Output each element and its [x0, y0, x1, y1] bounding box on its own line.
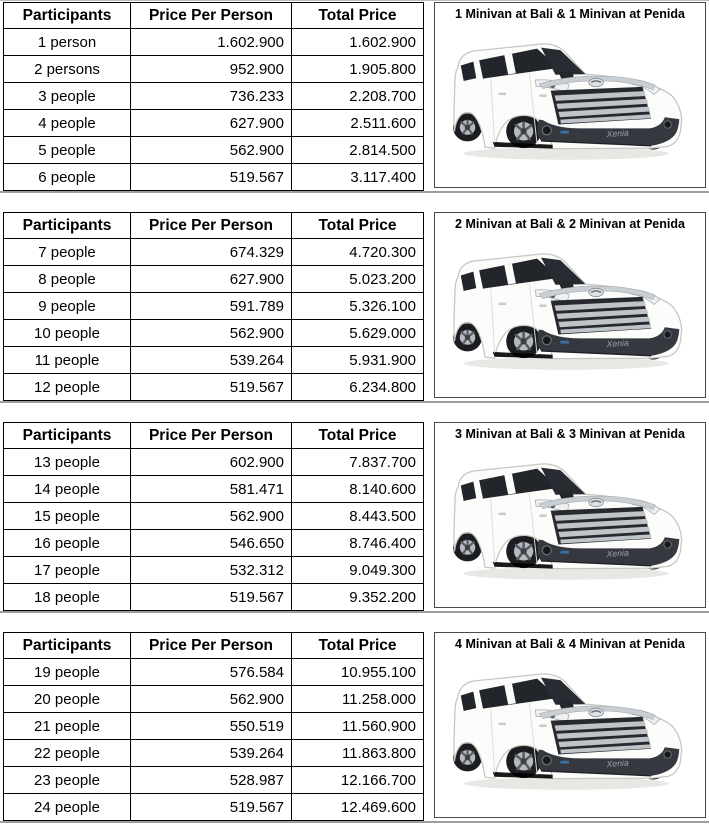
price-per-person-cell: 562.900: [131, 503, 292, 530]
minivan-panel-1: [434, 2, 706, 188]
price-per-person-cell: 576.584: [131, 659, 292, 686]
participants-cell: 15 people: [4, 503, 131, 530]
participants-cell: 24 people: [4, 794, 131, 821]
total-price-cell: 3.117.400: [292, 164, 424, 191]
table-row: [4, 266, 424, 293]
header-row: [4, 213, 424, 239]
total-price-cell: 2.814.500: [292, 137, 424, 164]
price-per-person-cell: 562.900: [131, 686, 292, 713]
price-per-person-cell: 591.789: [131, 293, 292, 320]
table-row: [4, 320, 424, 347]
participants-cell: 2 persons: [4, 56, 131, 83]
price-per-person-cell: 528.987: [131, 767, 292, 794]
minivan-caption: 4 Minivan at Bali & 4 Minivan at Penida: [455, 637, 685, 651]
pricing-section-1: [0, 2, 709, 191]
pricing-table-1: [3, 2, 424, 191]
price-per-person-cell: 674.329: [131, 239, 292, 266]
price-per-person-cell: 519.567: [131, 584, 292, 611]
table-row: [4, 659, 424, 686]
total-price-cell: 1.905.800: [292, 56, 424, 83]
table-row: [4, 530, 424, 557]
price-per-person-cell: 581.471: [131, 476, 292, 503]
price-per-person-cell: 519.567: [131, 374, 292, 401]
participants-cell: 5 people: [4, 137, 131, 164]
price-per-person-cell: 1.602.900: [131, 29, 292, 56]
col-header-total-price: Total Price: [292, 423, 424, 449]
table-row: [4, 740, 424, 767]
total-price-cell: 9.352.200: [292, 584, 424, 611]
price-per-person-cell: 627.900: [131, 110, 292, 137]
total-price-cell: 11.560.900: [292, 713, 424, 740]
total-price-cell: 5.629.000: [292, 320, 424, 347]
participants-cell: 8 people: [4, 266, 131, 293]
participants-cell: 12 people: [4, 374, 131, 401]
table-row: [4, 476, 424, 503]
total-price-cell: 11.258.000: [292, 686, 424, 713]
price-per-person-cell: 550.519: [131, 713, 292, 740]
section-separator: [0, 821, 709, 823]
total-price-cell: 7.837.700: [292, 449, 424, 476]
total-price-cell: 5.326.100: [292, 293, 424, 320]
price-per-person-cell: 736.233: [131, 83, 292, 110]
participants-cell: 14 people: [4, 476, 131, 503]
participants-cell: 22 people: [4, 740, 131, 767]
page-top-separator: [0, 0, 709, 1]
minivan-image: [444, 653, 696, 798]
participants-cell: 1 person: [4, 29, 131, 56]
table-row: [4, 29, 424, 56]
table-row: [4, 584, 424, 611]
total-price-cell: 9.049.300: [292, 557, 424, 584]
col-header-participants: Participants: [4, 213, 131, 239]
col-header-price-per-person: Price Per Person: [131, 423, 292, 449]
price-per-person-cell: 539.264: [131, 347, 292, 374]
section-separator: [0, 191, 709, 193]
header-row: [4, 633, 424, 659]
price-per-person-cell: 539.264: [131, 740, 292, 767]
table-row: [4, 503, 424, 530]
table-row: [4, 83, 424, 110]
table-row: [4, 686, 424, 713]
col-header-participants: Participants: [4, 3, 131, 29]
total-price-cell: 12.166.700: [292, 767, 424, 794]
price-per-person-cell: 562.900: [131, 320, 292, 347]
header-row: [4, 3, 424, 29]
participants-cell: 11 people: [4, 347, 131, 374]
participants-cell: 16 people: [4, 530, 131, 557]
table-row: [4, 110, 424, 137]
participants-cell: 10 people: [4, 320, 131, 347]
total-price-cell: 8.746.400: [292, 530, 424, 557]
section-separator: [0, 401, 709, 403]
total-price-cell: 1.602.900: [292, 29, 424, 56]
minivan-image: [444, 443, 696, 588]
price-per-person-cell: 532.312: [131, 557, 292, 584]
section-separator: [0, 611, 709, 613]
table-row: [4, 164, 424, 191]
total-price-cell: 8.140.600: [292, 476, 424, 503]
participants-cell: 18 people: [4, 584, 131, 611]
table-row: [4, 239, 424, 266]
participants-cell: 4 people: [4, 110, 131, 137]
minivan-image: [444, 23, 696, 168]
total-price-cell: 2.511.600: [292, 110, 424, 137]
price-per-person-cell: 546.650: [131, 530, 292, 557]
minivan-panel-4: [434, 632, 706, 818]
pricing-table-2: [3, 212, 424, 401]
pricing-section-3: [0, 422, 709, 611]
col-header-total-price: Total Price: [292, 213, 424, 239]
minivan-caption: 1 Minivan at Bali & 1 Minivan at Penida: [455, 7, 685, 21]
col-header-total-price: Total Price: [292, 3, 424, 29]
minivan-caption: 2 Minivan at Bali & 2 Minivan at Penida: [455, 217, 685, 231]
price-per-person-cell: 627.900: [131, 266, 292, 293]
total-price-cell: 2.208.700: [292, 83, 424, 110]
col-header-participants: Participants: [4, 423, 131, 449]
participants-cell: 17 people: [4, 557, 131, 584]
total-price-cell: 10.955.100: [292, 659, 424, 686]
participants-cell: 9 people: [4, 293, 131, 320]
table-row: [4, 374, 424, 401]
table-row: [4, 557, 424, 584]
price-per-person-cell: 952.900: [131, 56, 292, 83]
table-row: [4, 293, 424, 320]
participants-cell: 23 people: [4, 767, 131, 794]
price-per-person-cell: 519.567: [131, 794, 292, 821]
total-price-cell: 11.863.800: [292, 740, 424, 767]
col-header-participants: Participants: [4, 633, 131, 659]
participants-cell: 6 people: [4, 164, 131, 191]
table-row: [4, 713, 424, 740]
pricing-table-4: [3, 632, 424, 821]
col-header-price-per-person: Price Per Person: [131, 213, 292, 239]
total-price-cell: 8.443.500: [292, 503, 424, 530]
total-price-cell: 5.023.200: [292, 266, 424, 293]
minivan-panel-3: [434, 422, 706, 608]
price-per-person-cell: 602.900: [131, 449, 292, 476]
col-header-price-per-person: Price Per Person: [131, 3, 292, 29]
table-row: [4, 347, 424, 374]
table-row: [4, 794, 424, 821]
participants-cell: 20 people: [4, 686, 131, 713]
minivan-panel-2: [434, 212, 706, 398]
total-price-cell: 4.720.300: [292, 239, 424, 266]
table-row: [4, 767, 424, 794]
price-per-person-cell: 562.900: [131, 137, 292, 164]
minivan-caption: 3 Minivan at Bali & 3 Minivan at Penida: [455, 427, 685, 441]
total-price-cell: 5.931.900: [292, 347, 424, 374]
participants-cell: 13 people: [4, 449, 131, 476]
header-row: [4, 423, 424, 449]
participants-cell: 7 people: [4, 239, 131, 266]
col-header-total-price: Total Price: [292, 633, 424, 659]
col-header-price-per-person: Price Per Person: [131, 633, 292, 659]
table-row: [4, 56, 424, 83]
participants-cell: 21 people: [4, 713, 131, 740]
total-price-cell: 6.234.800: [292, 374, 424, 401]
minivan-image: [444, 233, 696, 378]
pricing-section-2: [0, 212, 709, 401]
table-row: [4, 449, 424, 476]
total-price-cell: 12.469.600: [292, 794, 424, 821]
pricing-section-4: [0, 632, 709, 821]
price-per-person-cell: 519.567: [131, 164, 292, 191]
pricing-table-3: [3, 422, 424, 611]
participants-cell: 3 people: [4, 83, 131, 110]
participants-cell: 19 people: [4, 659, 131, 686]
table-row: [4, 137, 424, 164]
